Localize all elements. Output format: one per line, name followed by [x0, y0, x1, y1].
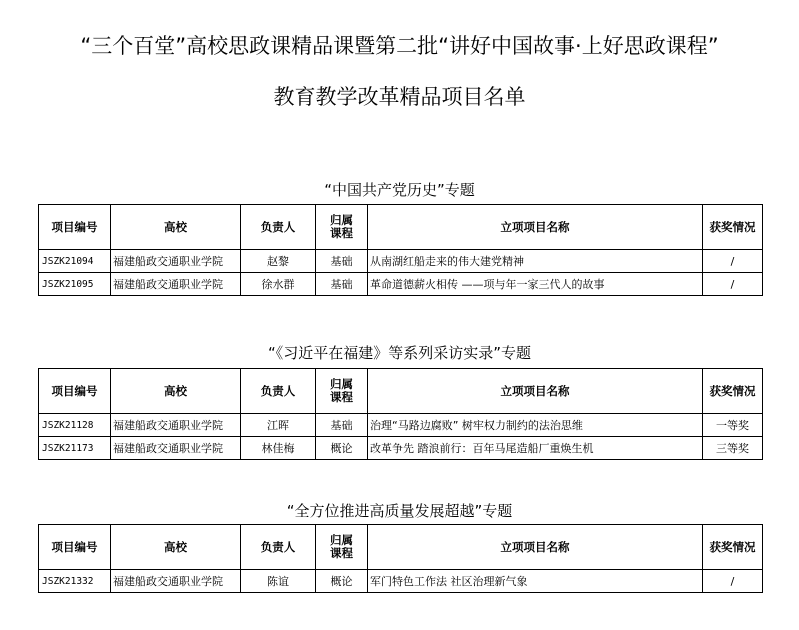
cell-project: 从南湖红船走来的伟大建党精神	[368, 250, 703, 273]
header-leader: 负责人	[241, 205, 316, 250]
table-header-row	[39, 205, 763, 250]
header-project: 立项项目名称	[368, 525, 703, 570]
header-category-line-1: 归属	[330, 533, 353, 547]
cell-category: 概论	[316, 570, 368, 593]
cell-code: JSZK21332	[39, 570, 111, 593]
section-title-high-quality-development: “全方位推进高质量发展超越”专题	[286, 502, 513, 520]
header-award: 获奖情况	[703, 369, 763, 414]
header-leader: 负责人	[241, 525, 316, 570]
document-title-line-1: “三个百堂”高校思政课精品课暨第二批“讲好中国故事·上好思政课程”	[80, 34, 719, 58]
cell-school: 福建船政交通职业学院	[111, 437, 241, 460]
cell-code: JSZK21094	[39, 250, 111, 273]
table-header-row	[39, 369, 763, 414]
header-school: 高校	[111, 369, 241, 414]
header-code: 项目编号	[39, 369, 111, 414]
cell-leader: 江晖	[241, 414, 316, 437]
cell-school: 福建船政交通职业学院	[111, 273, 241, 296]
cell-award: 一等奖	[703, 414, 763, 437]
header-school: 高校	[111, 205, 241, 250]
cell-category: 基础	[316, 414, 368, 437]
section-title-party-history: “中国共产党历史”专题	[324, 181, 475, 199]
cell-code: JSZK21173	[39, 437, 111, 460]
cell-award: /	[703, 570, 763, 593]
project-table-party-history	[38, 204, 763, 296]
header-school: 高校	[111, 525, 241, 570]
header-award: 获奖情况	[703, 205, 763, 250]
header-leader: 负责人	[241, 369, 316, 414]
table-header-row	[39, 525, 763, 570]
cell-leader: 林佳梅	[241, 437, 316, 460]
table-row	[39, 414, 763, 437]
cell-school: 福建船政交通职业学院	[111, 250, 241, 273]
header-category	[316, 205, 368, 250]
cell-award: 三等奖	[703, 437, 763, 460]
cell-project: 军门特色工作法 社区治理新气象	[368, 570, 703, 593]
cell-school: 福建船政交通职业学院	[111, 414, 241, 437]
header-category	[316, 525, 368, 570]
cell-category: 基础	[316, 273, 368, 296]
cell-project: 治理“马路边腐败” 树牢权力制约的法治思维	[368, 414, 703, 437]
cell-code: JSZK21095	[39, 273, 111, 296]
cell-school: 福建船政交通职业学院	[111, 570, 241, 593]
cell-project: 革命道德薪火相传 ——项与年一家三代人的故事	[368, 273, 703, 296]
header-category-line-1: 归属	[330, 213, 353, 227]
header-award: 获奖情况	[703, 525, 763, 570]
cell-award: /	[703, 273, 763, 296]
table-row	[39, 250, 763, 273]
cell-project: 改革争先 踏浪前行：百年马尾造船厂重焕生机	[368, 437, 703, 460]
header-category-line-2: 课程	[330, 546, 353, 560]
cell-category: 基础	[316, 250, 368, 273]
header-category-line-2: 课程	[330, 390, 353, 404]
header-project: 立项项目名称	[368, 369, 703, 414]
section-title-xi-in-fujian: “《习近平在福建》等系列采访实录”专题	[267, 344, 532, 362]
cell-category: 概论	[316, 437, 368, 460]
cell-leader: 赵黎	[241, 250, 316, 273]
table-row	[39, 570, 763, 593]
cell-leader: 徐水群	[241, 273, 316, 296]
header-category-line-1: 归属	[330, 377, 353, 391]
cell-leader: 陈谊	[241, 570, 316, 593]
project-table-xi-in-fujian	[38, 368, 763, 460]
header-category-line-2: 课程	[330, 226, 353, 240]
table-row	[39, 437, 763, 460]
cell-code: JSZK21128	[39, 414, 111, 437]
project-table-high-quality-development	[38, 524, 763, 593]
header-category	[316, 369, 368, 414]
header-code: 项目编号	[39, 205, 111, 250]
header-project: 立项项目名称	[368, 205, 703, 250]
document-title-line-2: 教育教学改革精品项目名单	[273, 85, 526, 109]
table-row	[39, 273, 763, 296]
header-code: 项目编号	[39, 525, 111, 570]
cell-award: /	[703, 250, 763, 273]
